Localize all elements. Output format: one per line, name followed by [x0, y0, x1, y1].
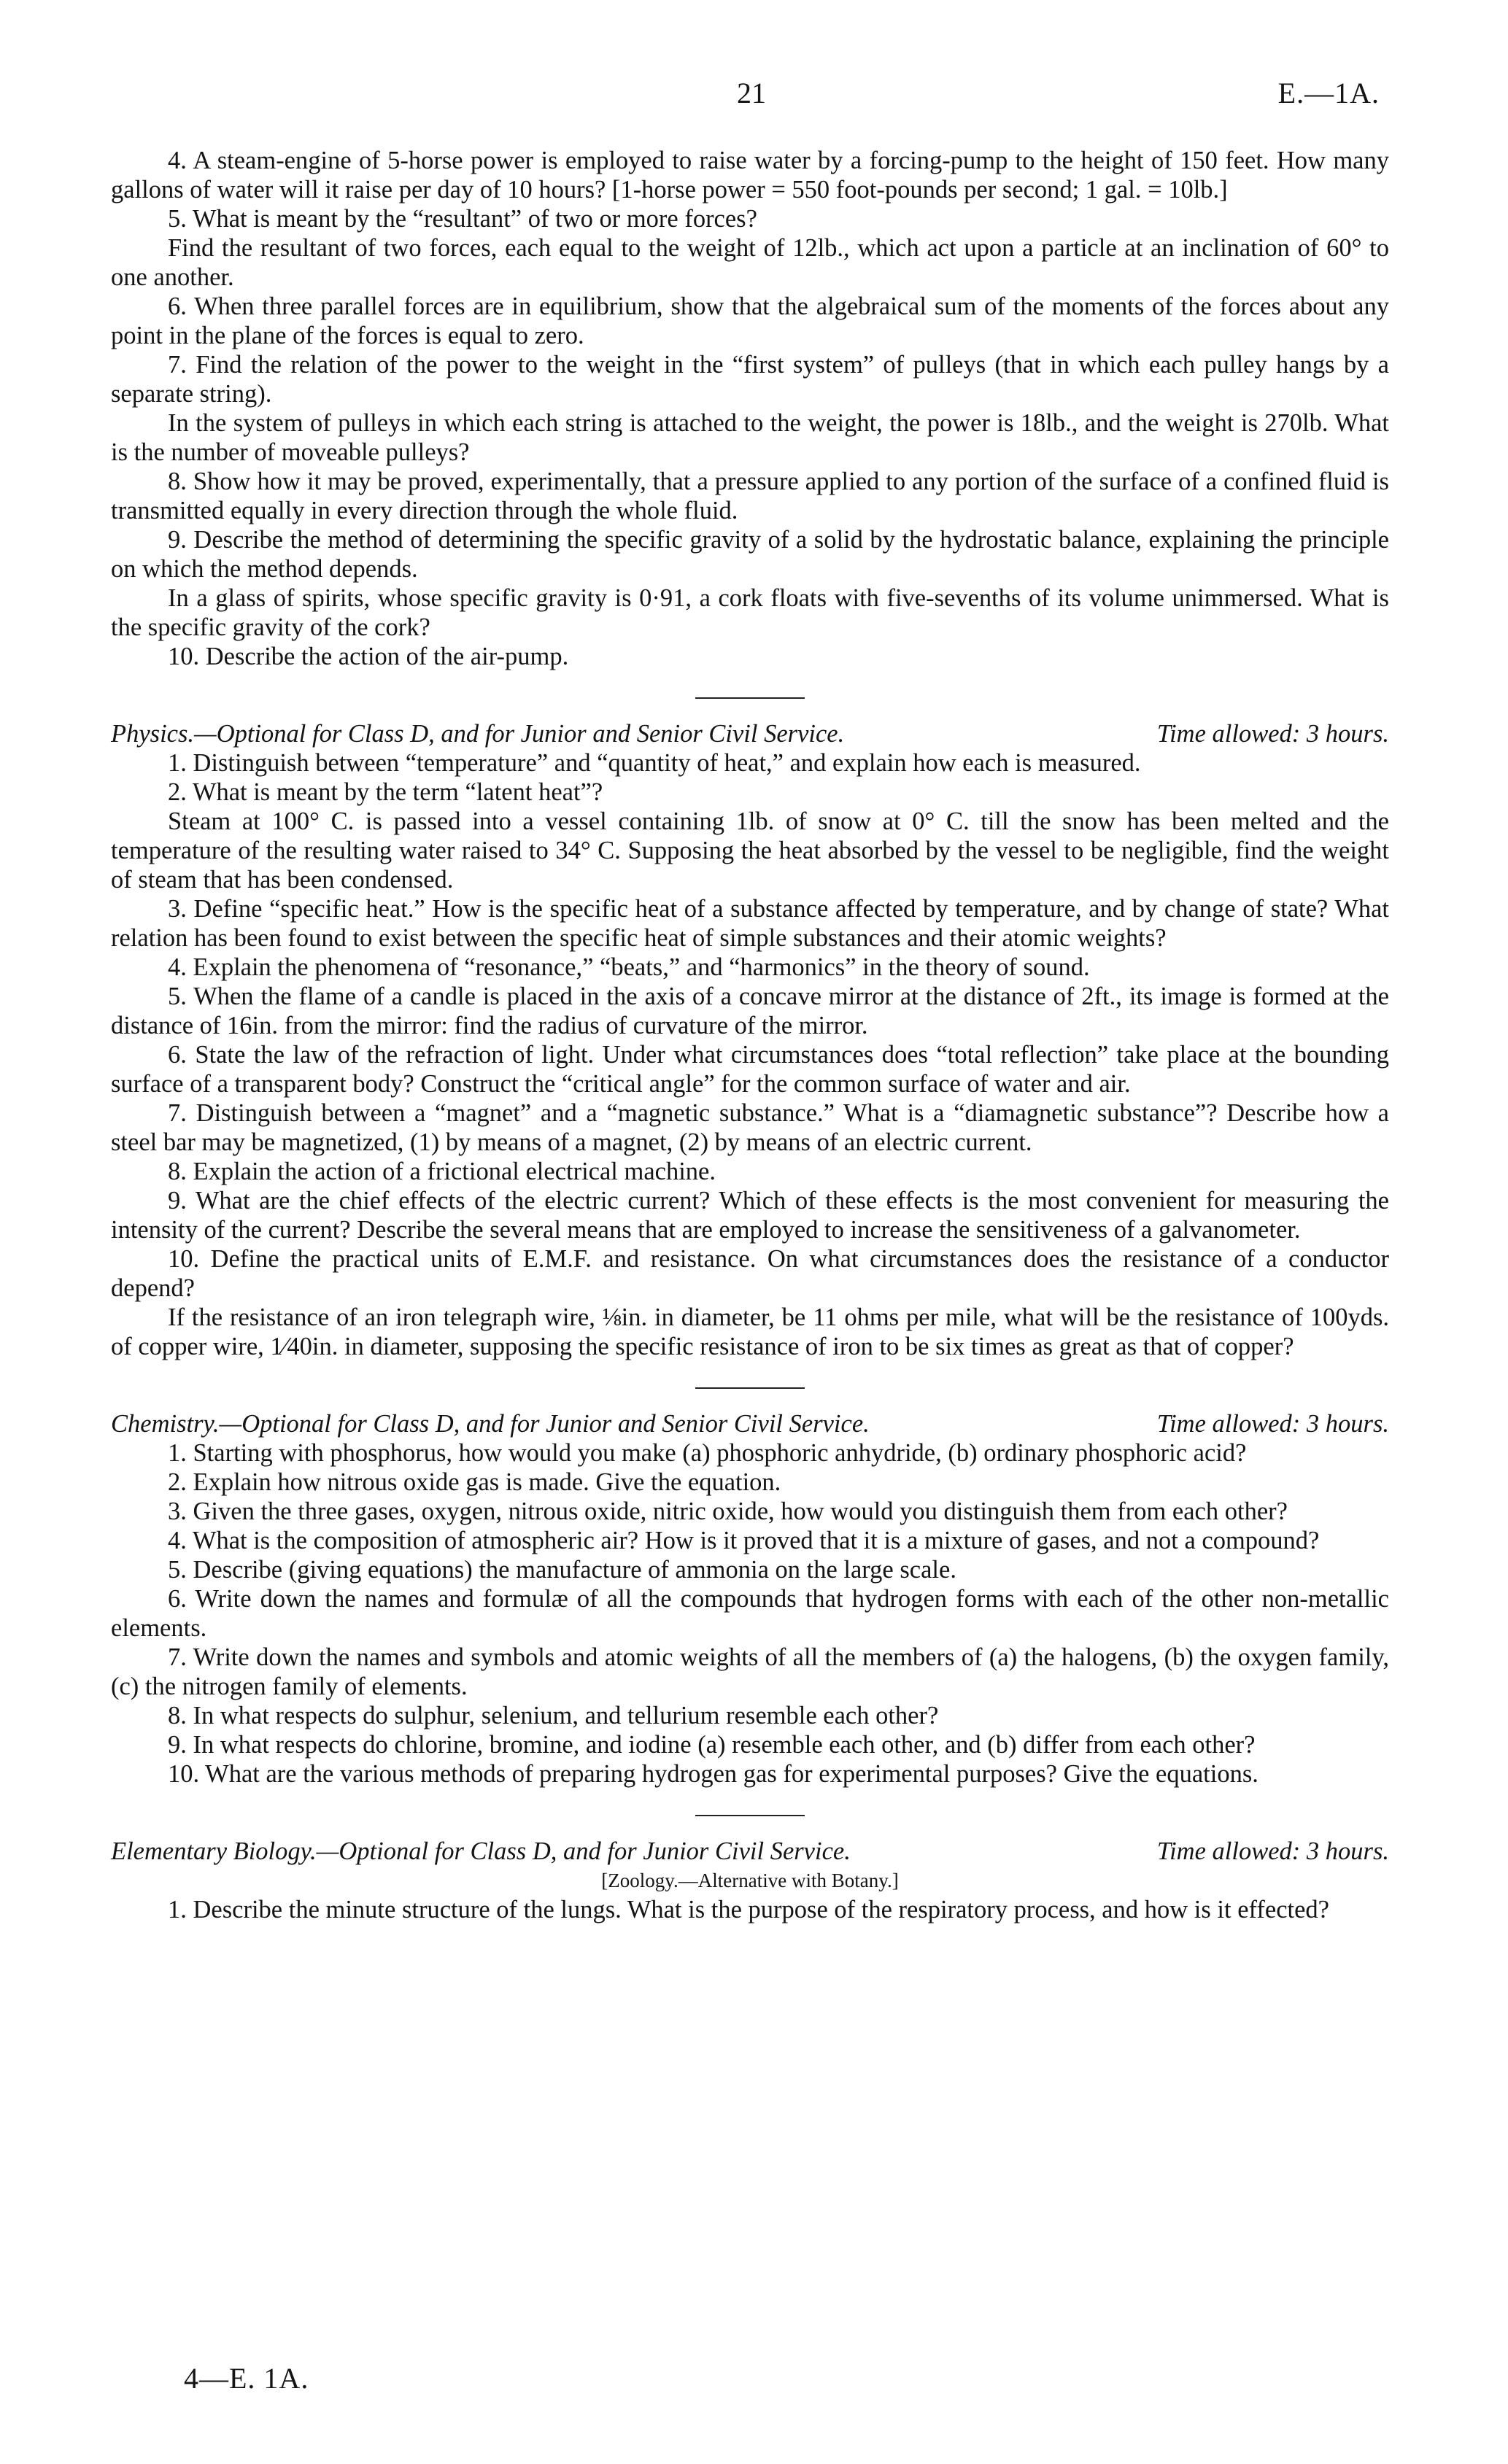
physics-time-allowed: Time allowed: 3 hours.: [1156, 720, 1389, 748]
mechanics-question-4: 4. A steam-engine of 5-horse power is employed to raise water by a forcing-pump to the height of 150 feet. How many gallons of water will it raise per day of 10 hours? [1-horse power = 550 foot-pounds per second; 1 gal. = 10lb.]: [111, 147, 1389, 204]
page-number: 21: [737, 77, 766, 109]
chemistry-title: Chemistry.—Optional for Class D, and for Junior and Senior Civil Service.: [111, 1410, 870, 1438]
chemistry-question-2: 2. Explain how nitrous oxide gas is made. Give the equation.: [168, 1468, 781, 1496]
mechanics-question-5: 5. What is meant by the “resultant” of two or more forces?: [168, 205, 757, 233]
page-header: [0, 73, 1508, 117]
physics-heading: [111, 719, 1389, 748]
mechanics-question-6: 6. When three parallel forces are in equilibrium, show that the algebraical sum of the moments of the forces about any point in the plane of the forces is equal to zero.: [111, 292, 1389, 349]
mechanics-question-5-part: Find the resultant of two forces, each equal to the weight of 12lb., which act upon a particle at an inclination of 60° to one another.: [111, 234, 1389, 291]
physics-question-9: 9. What are the chief effects of the electric current? Which of these effects is the most convenient for measuring the intensity of the current? Describe the several means that are employed to increase the sensitiveness of a galvanometer.: [111, 1187, 1389, 1244]
section-divider: [695, 1387, 805, 1389]
biology-question-1: 1. Describe the minute structure of the lungs. What is the purpose of the respiratory process, and how is it effected?: [168, 1896, 1329, 1923]
chemistry-question-5: 5. Describe (giving equations) the manufacture of ammonia on the large scale.: [168, 1556, 956, 1584]
chemistry-question-3: 3. Given the three gases, oxygen, nitrous oxide, nitric oxide, how would you distinguish them from each other?: [168, 1498, 1288, 1525]
chemistry-question-7: 7. Write down the names and symbols and atomic weights of all the members of (a) the halogens, (b) the oxygen family, (c) the nitrogen family of elements.: [111, 1643, 1389, 1700]
chemistry-question-6: 6. Write down the names and formulæ of all the compounds that hydrogen forms with each of the other non-metallic elements.: [111, 1585, 1389, 1642]
physics-question-7: 7. Distinguish between a “magnet” and a “magnetic substance.” What is a “diamagnetic substance”? Describe how a steel bar may be magnetized, (1) by means of a magnet, (2) by means of an electric current.: [111, 1099, 1389, 1156]
biology-note: [Zoology.—Alternative with Botany.]: [601, 1870, 899, 1891]
mechanics-question-9: 9. Describe the method of determining the specific gravity of a solid by the hydrostatic balance, explaining the principle on which the method depends.: [111, 526, 1389, 583]
biology-title: Elementary Biology.—Optional for Class D, and for Junior Civil Service.: [111, 1837, 851, 1865]
physics-question-2: 2. What is meant by the term “latent heat”?: [168, 778, 603, 806]
physics-question-6: 6. State the law of the refraction of light. Under what circumstances does “total reflection” take place at the bounding surface of a transparent body? Construct the “critical angle” for the common surface of water and air.: [111, 1041, 1389, 1098]
chemistry-time-allowed: Time allowed: 3 hours.: [1156, 1410, 1389, 1438]
mechanics-question-7-part: In the system of pulleys in which each string is attached to the weight, the power is 18lb., and the weight is 270lb. What is the number of moveable pulleys?: [111, 409, 1389, 466]
page-content: [111, 146, 1389, 1924]
physics-question-8: 8. Explain the action of a frictional electrical machine.: [168, 1158, 716, 1185]
section-divider: [695, 697, 805, 699]
chemistry-question-4: 4. What is the composition of atmospheric air? How is it proved that it is a mixture of gases, and not a compound?: [168, 1527, 1320, 1554]
chemistry-question-8: 8. In what respects do sulphur, selenium, and tellurium resemble each other?: [168, 1702, 939, 1729]
biology-heading: [111, 1837, 1389, 1866]
biology-time-allowed: Time allowed: 3 hours.: [1156, 1837, 1389, 1865]
physics-question-2-part: Steam at 100° C. is passed into a vessel containing 1lb. of snow at 0° C. till the snow has been melted and the temperature of the resulting water raised to 34° C. Supposing the heat absorbed by the vessel to be negligible, find the weight of steam that has been condensed.: [111, 807, 1389, 894]
chemistry-question-10: 10. What are the various methods of preparing hydrogen gas for experimental purposes? Give the equations.: [168, 1760, 1258, 1788]
physics-question-3: 3. Define “specific heat.” How is the specific heat of a substance affected by temperature, and by change of state? What relation has been found to exist between the specific heat of simple substances and their atomic weights?: [111, 895, 1389, 952]
physics-question-10-part: If the resistance of an iron telegraph wire, ⅛in. in diameter, be 11 ohms per mile, what will be the resistance of 100yds. of copper wire, 1⁄40in. in diameter, supposing the specific resistance of iron to be six times as great as that of copper?: [111, 1303, 1389, 1360]
physics-question-1: 1. Distinguish between “temperature” and “quantity of heat,” and explain how each is measured.: [168, 749, 1141, 777]
chemistry-question-1: 1. Starting with phosphorus, how would you make (a) phosphoric anhydride, (b) ordinary phosphoric acid?: [168, 1439, 1247, 1467]
mechanics-question-10: 10. Describe the action of the air-pump.: [168, 643, 569, 670]
chemistry-heading: [111, 1409, 1389, 1438]
mechanics-question-9-part: In a glass of spirits, whose specific gravity is 0·91, a cork floats with five-sevenths of its volume unimmersed. What is the specific gravity of the cork?: [111, 584, 1389, 641]
mechanics-question-7: 7. Find the relation of the power to the weight in the “first system” of pulleys (that in which each pulley hangs by a separate string).: [111, 351, 1389, 408]
chemistry-question-9: 9. In what respects do chlorine, bromine, and iodine (a) resemble each other, and (b) differ from each other?: [168, 1731, 1256, 1759]
footer-signature: 4—E. 1A.: [184, 2362, 309, 2395]
section-divider: [695, 1815, 805, 1816]
document-code: E.—1A.: [1277, 77, 1380, 109]
physics-question-10: 10. Define the practical units of E.M.F. and resistance. On what circumstances does the resistance of a conductor depend?: [111, 1245, 1389, 1302]
physics-question-5: 5. When the flame of a candle is placed in the axis of a concave mirror at the distance of 2ft., its image is formed at the distance of 16in. from the mirror: find the radius of curvature of the mirror.: [111, 983, 1389, 1039]
physics-title: Physics.—Optional for Class D, and for Junior and Senior Civil Service.: [111, 720, 845, 748]
mechanics-question-8: 8. Show how it may be proved, experimentally, that a pressure applied to any portion of the surface of a confined fluid is transmitted equally in every direction through the whole fluid.: [111, 468, 1389, 524]
physics-question-4: 4. Explain the phenomena of “resonance,” “beats,” and “harmonics” in the theory of sound.: [168, 953, 1090, 981]
